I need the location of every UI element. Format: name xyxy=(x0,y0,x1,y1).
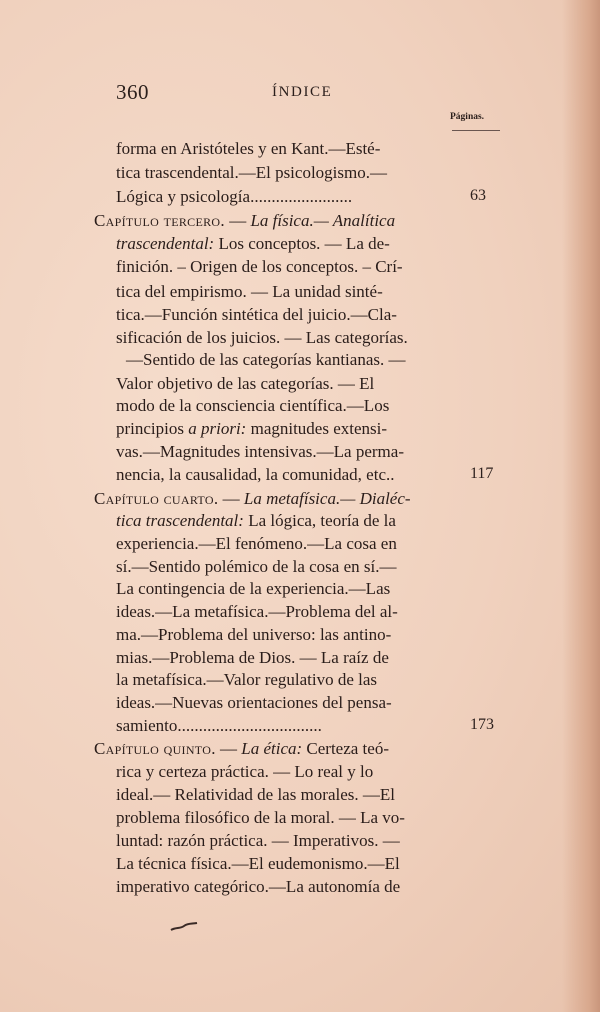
index-line xyxy=(116,647,389,669)
index-line-text: Capítulo quinto. xyxy=(94,739,216,758)
page-number: 360 xyxy=(116,80,149,104)
index-line xyxy=(116,533,397,555)
index-line-text: Capítulo cuarto. xyxy=(94,489,219,508)
index-line-text: problema filosófico de la moral. — La vo- xyxy=(116,808,405,827)
index-line-text: sificación de los juicios. — Las categorías. xyxy=(116,328,408,347)
index-line xyxy=(116,418,387,440)
index-line-text: —Sentido de las categorías kantianas. — xyxy=(126,350,406,369)
index-line-text: La contingencia de la experiencia.—Las xyxy=(116,579,391,598)
page-header xyxy=(116,80,536,104)
index-line xyxy=(116,441,404,463)
index-line xyxy=(126,349,405,371)
index-line xyxy=(116,578,390,600)
index-line-text: a priori: xyxy=(188,419,247,438)
index-line-text: tica trascendental: xyxy=(116,511,244,530)
index-line xyxy=(116,692,392,714)
index-line-text: rica y certeza práctica. — Lo real y lo xyxy=(116,762,374,781)
ink-mark xyxy=(170,922,198,932)
index-line-text: Capítulo tercero. xyxy=(94,211,225,230)
index-line xyxy=(116,510,396,532)
index-line-text: imperativo categórico.—La autonomía de xyxy=(116,877,401,896)
index-line xyxy=(116,281,383,303)
index-line-text: forma en Aristóteles y en Kant.—Esté- xyxy=(116,139,381,158)
entry-page-number: 117 xyxy=(470,465,494,482)
index-line xyxy=(116,669,377,691)
index-line-text: ideal.— Relatividad de las morales. —El xyxy=(116,785,396,804)
index-line xyxy=(116,876,400,898)
index-line-text: Valor objetivo de las categorías. — El xyxy=(116,374,375,393)
index-line xyxy=(116,601,398,623)
index-line-text: tica del empirismo. — La unidad sinté- xyxy=(116,282,383,301)
index-line-text: la metafísica.—Valor regulativo de las xyxy=(116,670,378,689)
index-line-text: — xyxy=(215,739,242,758)
index-line-text: principios xyxy=(116,419,189,438)
index-line-text: ideas.—Nuevas orientaciones del pensa- xyxy=(116,693,392,712)
index-line-text: nencia, la causalidad, la comunidad, etc.. xyxy=(116,465,395,484)
index-line xyxy=(116,624,391,646)
index-line-text: La técnica física.—El eudemonismo.—El xyxy=(116,854,400,873)
index-line-text: tica trascendental.—El psicologismo.— xyxy=(116,163,387,182)
page-edge-shadow xyxy=(562,0,600,1012)
index-line-text: — xyxy=(224,211,251,230)
index-line-text: Certeza teó- xyxy=(302,739,389,758)
index-line xyxy=(116,761,373,783)
index-line-text: Lógica y psicología........................ xyxy=(116,187,353,206)
index-line-text: finición. – Origen de los conceptos. – Crí- xyxy=(116,257,403,276)
index-line xyxy=(116,162,387,184)
index-line-text: Los conceptos. — La de- xyxy=(214,234,390,253)
index-line xyxy=(116,304,397,326)
index-line xyxy=(116,395,389,417)
index-line xyxy=(116,256,403,278)
index-line-text: La lógica, teoría de la xyxy=(243,511,396,530)
pages-column-heading: Páginas. xyxy=(450,112,485,122)
index-line xyxy=(116,138,380,160)
index-line-text: samiento.................................. xyxy=(116,716,322,735)
index-line xyxy=(116,784,395,806)
index-line-text: magnitudes extensi- xyxy=(246,419,388,438)
index-line-text: experiencia.—El fenómeno.—La cosa en xyxy=(116,534,397,553)
index-line xyxy=(94,210,395,232)
index-line xyxy=(116,327,408,349)
index-line-text: La ética: xyxy=(241,739,303,758)
index-line-text: luntad: razón práctica. — Imperativos. — xyxy=(116,831,400,850)
index-line xyxy=(116,556,396,578)
index-line xyxy=(116,233,390,255)
column-heading-rule xyxy=(452,130,500,131)
index-line xyxy=(116,807,405,829)
index-line-text: vas.—Magnitudes intensivas.—La perma- xyxy=(116,442,404,461)
index-line xyxy=(94,488,411,510)
index-line xyxy=(116,715,322,737)
index-line-text: ma.—Problema del universo: las antino- xyxy=(116,625,392,644)
running-title: ÍNDICE xyxy=(272,84,333,100)
index-line xyxy=(116,830,400,852)
index-line-text: tica.—Función sintética del juicio.—Cla- xyxy=(116,305,397,324)
index-line xyxy=(116,186,352,208)
entry-page-number: 63 xyxy=(470,187,486,204)
index-line-text: ideas.—La metafísica.—Problema del al- xyxy=(116,602,398,621)
index-line xyxy=(116,853,400,875)
index-line xyxy=(116,464,395,486)
index-line xyxy=(94,738,389,760)
index-line-text: modo de la consciencia científica.—Los xyxy=(116,396,390,415)
index-line-text: La física.— Analítica xyxy=(250,211,396,230)
index-line xyxy=(116,373,374,395)
index-line-text: trascendental: xyxy=(116,234,215,253)
entry-page-number: 173 xyxy=(470,716,494,733)
index-line-text: sí.—Sentido polémico de la cosa en sí.— xyxy=(116,557,397,576)
index-line-text: mias.—Problema de Dios. — La raíz de xyxy=(116,648,389,667)
index-line-text: La metafísica.— Dialéc- xyxy=(243,489,411,508)
index-line-text: — xyxy=(218,489,244,508)
